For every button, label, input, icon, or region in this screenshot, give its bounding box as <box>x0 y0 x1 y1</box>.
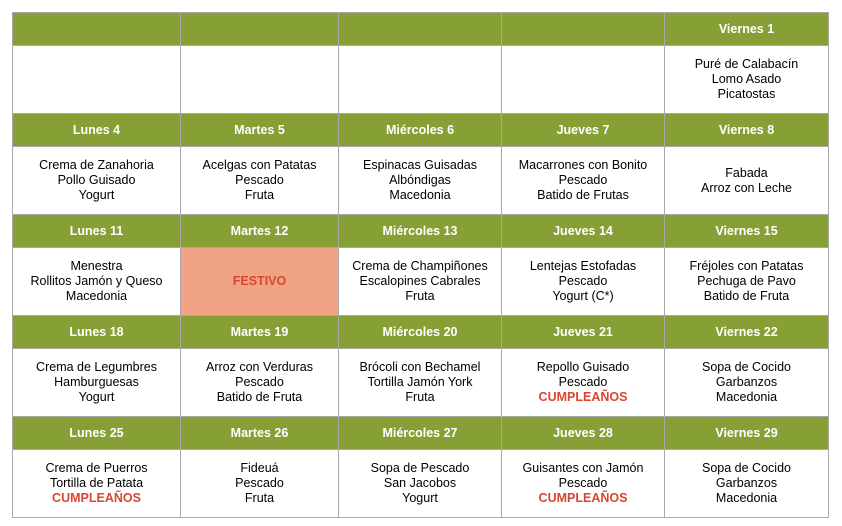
menu-dish: Crema de Zanahoria <box>39 158 154 172</box>
day-header: Martes 26 <box>181 417 339 450</box>
menu-dish: Sopa de Pescado <box>370 461 470 475</box>
menu-dish: Fabada <box>725 165 768 180</box>
menu-dish: Batido de Frutas <box>537 188 629 202</box>
menu-dish: Menestra <box>70 259 123 273</box>
menu-dish: Fideuá <box>240 461 279 475</box>
menu-dish: Garbanzos <box>715 476 778 490</box>
day-header <box>502 13 665 46</box>
day-menu-cell <box>339 46 502 114</box>
day-header: Miércoles 20 <box>339 316 502 349</box>
day-menu-cell <box>181 46 339 114</box>
day-header: Martes 19 <box>181 316 339 349</box>
day-menu-cell <box>181 450 339 518</box>
day-menu-cell <box>665 248 829 316</box>
day-menu-cell <box>13 349 181 417</box>
menu-dish: Crema de Legumbres <box>36 360 157 374</box>
day-menu-cell <box>13 147 181 215</box>
menu-dish: Puré de Calabacín <box>694 57 799 71</box>
menu-dish: Batido de Fruta <box>216 390 303 404</box>
day-header: Lunes 25 <box>13 417 181 450</box>
menu-dish: Tortilla Jamón York <box>367 375 473 389</box>
day-menu-cell <box>13 248 181 316</box>
week-menu-row <box>13 450 829 518</box>
day-menu-cell <box>339 349 502 417</box>
day-menu-cell <box>665 46 829 114</box>
day-menu-cell <box>181 349 339 417</box>
menu-dish: Escalopines Cabrales <box>359 274 481 288</box>
menu-dish: Lentejas Estofadas <box>529 259 637 273</box>
day-menu-cell <box>339 450 502 518</box>
menu-dish: Macedonia <box>389 188 451 202</box>
menu-dish: Lomo Asado <box>711 72 782 86</box>
week-header-row <box>13 316 829 349</box>
holiday-label: FESTIVO <box>232 274 287 288</box>
day-menu-cell <box>665 349 829 417</box>
day-header: Miércoles 27 <box>339 417 502 450</box>
birthday-label: CUMPLEAÑOS <box>538 491 628 505</box>
day-menu-cell <box>181 147 339 215</box>
day-header <box>181 13 339 46</box>
menu-dish: Pescado <box>235 173 284 187</box>
menu-dish: Hamburguesas <box>54 375 139 389</box>
day-menu-cell <box>502 349 665 417</box>
menu-dish: Tortilla de Patata <box>49 476 144 490</box>
menu-dish: Crema de Champiñones <box>352 259 488 273</box>
menu-dish: Pescado <box>558 173 608 187</box>
day-menu-cell <box>13 46 181 114</box>
day-menu-cell <box>502 46 665 114</box>
menu-dish: Fruta <box>405 289 435 303</box>
week-header-row <box>13 114 829 147</box>
day-header: Jueves 21 <box>502 316 665 349</box>
holiday-cell <box>181 248 339 316</box>
day-header: Jueves 7 <box>502 114 665 147</box>
menu-dish: Macarrones con Bonito <box>518 158 648 172</box>
menu-dish: Pescado <box>558 375 608 389</box>
day-header: Martes 12 <box>181 215 339 248</box>
menu-dish: Arroz con Leche <box>700 180 793 195</box>
menu-dish: Yogurt <box>78 188 115 202</box>
school-menu-table <box>12 12 829 518</box>
day-header: Lunes 4 <box>13 114 181 147</box>
day-header: Lunes 11 <box>13 215 181 248</box>
day-header: Viernes 29 <box>665 417 829 450</box>
day-header: Miércoles 6 <box>339 114 502 147</box>
menu-dish: Garbanzos <box>715 375 778 389</box>
menu-dish: Pescado <box>558 274 608 288</box>
menu-dish: Guisantes con Jamón <box>522 461 644 475</box>
menu-dish: Brócoli con Bechamel <box>359 360 481 374</box>
menu-dish: Batido de Fruta <box>703 289 790 303</box>
menu-dish: Macedonia <box>715 390 778 404</box>
menu-dish: Albóndigas <box>389 173 451 187</box>
menu-dish: Sopa de Cocido <box>702 461 791 475</box>
week-menu-row <box>13 349 829 417</box>
day-menu-cell <box>13 450 181 518</box>
day-header: Jueves 14 <box>502 215 665 248</box>
day-header: Jueves 28 <box>502 417 665 450</box>
menu-dish: Crema de Puerros <box>45 461 148 475</box>
day-header: Miércoles 13 <box>339 215 502 248</box>
day-header: Martes 5 <box>181 114 339 147</box>
menu-dish: Pescado <box>558 476 608 490</box>
day-header: Viernes 22 <box>665 316 829 349</box>
day-menu-cell <box>502 248 665 316</box>
menu-dish: Pechuga de Pavo <box>697 274 796 288</box>
menu-dish: Pescado <box>235 375 284 389</box>
week-header-row <box>13 417 829 450</box>
day-header: Viernes 1 <box>665 13 829 46</box>
day-menu-cell <box>502 450 665 518</box>
day-header <box>339 13 502 46</box>
menu-dish: Fréjoles con Patatas <box>689 259 804 273</box>
menu-dish: Macedonia <box>715 491 778 505</box>
menu-dish: Picatostas <box>717 87 776 101</box>
day-header <box>13 13 181 46</box>
day-menu-cell <box>665 147 829 215</box>
week-menu-row <box>13 46 829 114</box>
birthday-label: CUMPLEAÑOS <box>52 491 141 505</box>
menu-dish: Yogurt <box>402 491 438 505</box>
day-header: Viernes 8 <box>665 114 829 147</box>
menu-dish: Fruta <box>244 188 275 202</box>
week-header-row <box>13 13 829 46</box>
menu-dish: Repollo Guisado <box>536 360 630 374</box>
day-menu-cell <box>339 248 502 316</box>
week-menu-row <box>13 147 829 215</box>
menu-dish: Fruta <box>244 491 275 505</box>
menu-dish: Pescado <box>235 476 284 490</box>
menu-body <box>13 13 829 518</box>
menu-dish: Yogurt <box>78 390 115 404</box>
day-header: Lunes 18 <box>13 316 181 349</box>
menu-dish: Yogurt (C*) <box>552 289 614 303</box>
day-menu-cell <box>339 147 502 215</box>
birthday-label: CUMPLEAÑOS <box>538 390 628 404</box>
week-menu-row <box>13 248 829 316</box>
menu-dish: Macedonia <box>65 289 128 303</box>
menu-dish: Arroz con Verduras <box>206 360 313 374</box>
menu-dish: Rollitos Jamón y Queso <box>30 274 163 288</box>
menu-dish: San Jacobos <box>383 476 457 490</box>
week-header-row <box>13 215 829 248</box>
menu-dish: Pollo Guisado <box>57 173 136 187</box>
menu-dish: Acelgas con Patatas <box>202 158 317 172</box>
menu-dish: Fruta <box>405 390 435 404</box>
menu-dish: Sopa de Cocido <box>702 360 791 374</box>
day-menu-cell <box>665 450 829 518</box>
menu-dish: Espinacas Guisadas <box>363 158 477 172</box>
day-header: Viernes 15 <box>665 215 829 248</box>
day-menu-cell <box>502 147 665 215</box>
